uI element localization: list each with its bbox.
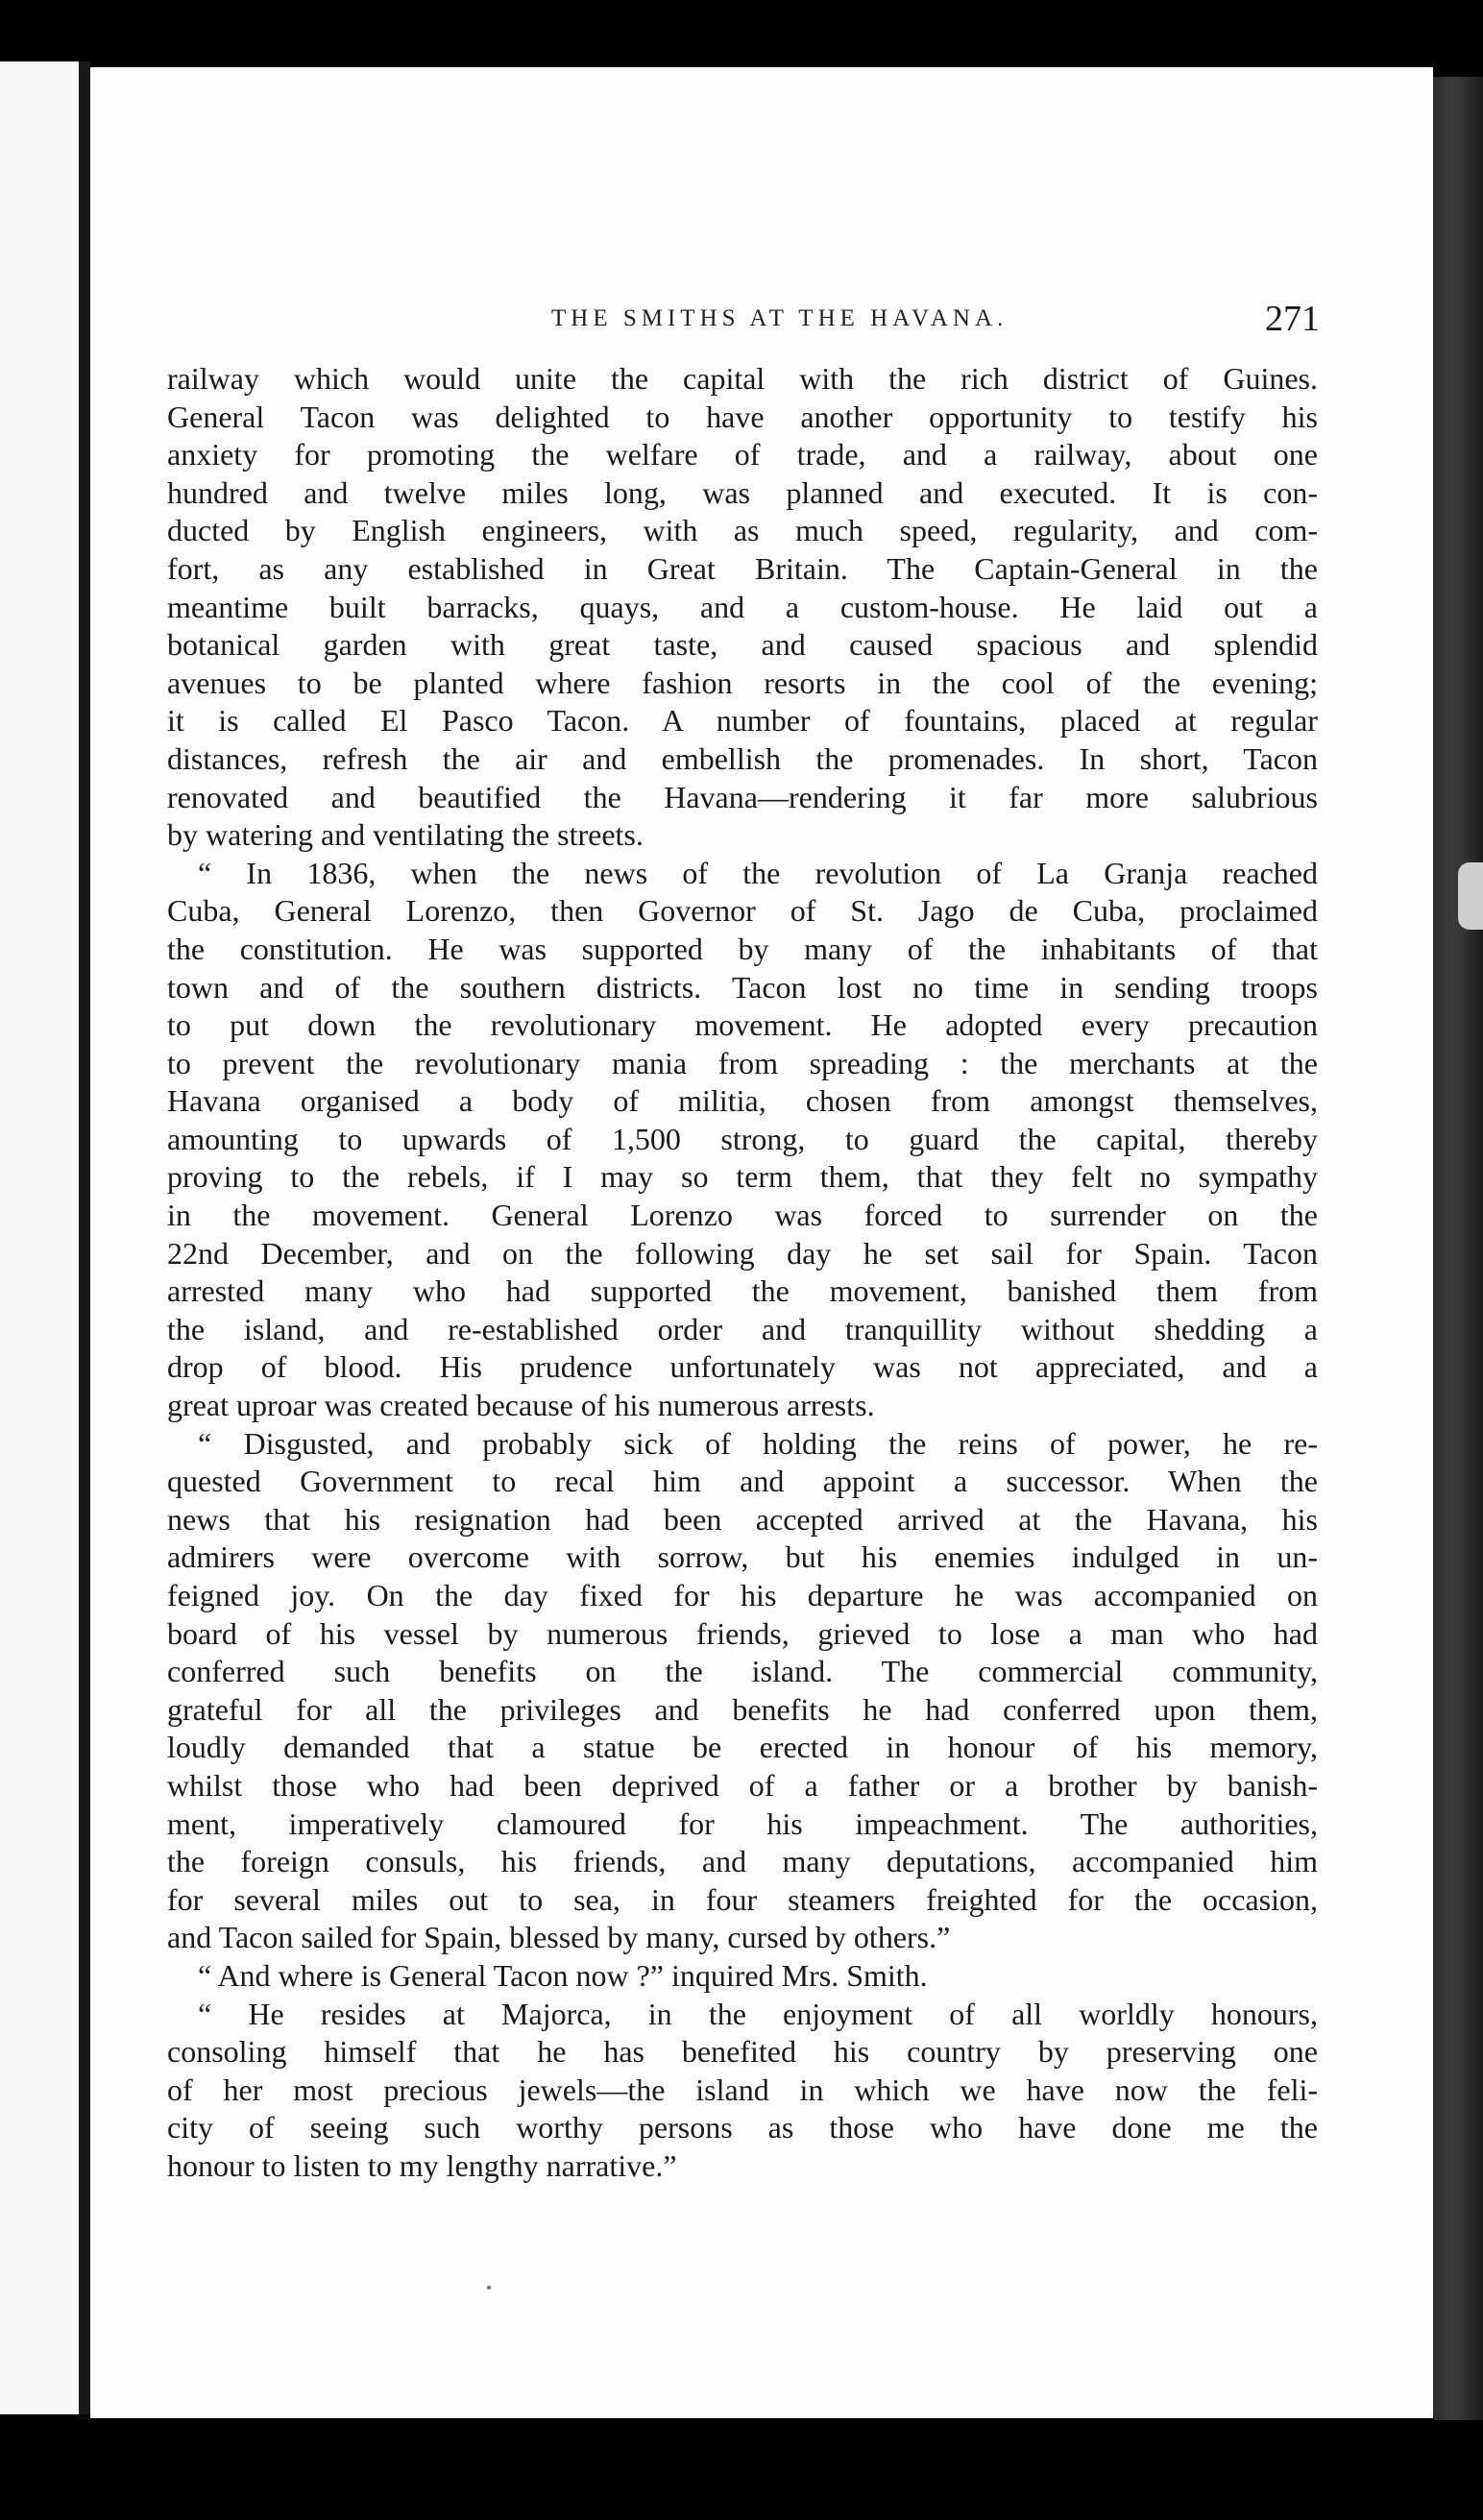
text-line: town and of the southern districts. Tacon lost no time in sending troops [167,969,1318,1005]
book-page [90,67,1433,2418]
text-line: ducted by English engineers, with as much speed, regularity, and com- [167,513,1318,548]
body-text [167,360,1318,2186]
text-line: news that his resignation had been accepted arrived at the Havana, his [167,1501,1318,1537]
page-number: 271 [1265,299,1320,339]
text-line: General Tacon was delighted to have another opportunity to testify his [167,399,1318,434]
text-line: great uproar was created because of his numerous arrests. [167,1388,875,1423]
text-line: admirers were overcome with sorrow, but his enemies indulged in un- [167,1539,1318,1575]
text-line: consoling himself that he has benefited his country by preserving one [167,2034,1318,2070]
text-line: drop of blood. His prudence unfortunately was not appreciated, and a [167,1349,1318,1385]
text-line: city of seeing such worthy persons as those who have done me the [167,2110,1318,2145]
text-line: anxiety for promoting the welfare of trade, and a railway, about one [167,437,1318,472]
text-line: avenues to be planted where fashion resorts in the cool of the evening; [167,665,1318,700]
text-line: hundred and twelve miles long, was planned and executed. It is con- [167,474,1318,510]
text-line: loudly demanded that a statue be erected in honour of his memory, [167,1730,1318,1765]
text-line: amounting to upwards of 1,500 strong, to guard the capital, thereby [167,1121,1318,1156]
text-line: honour to listen to my lengthy narrative.” [167,2147,677,2183]
text-line: proving to the rebels, if I may so term them, that they felt no sympathy [167,1159,1318,1195]
text-line: feigned joy. On the day fixed for his departure he was accompanied on [167,1578,1318,1612]
text-line: fort, as any established in Great Britain. The Captain-General in the [167,550,1318,586]
text-line: for several miles out to sea, in four steamers freighted for the occasion, [167,1881,1318,1917]
text-line: it is called El Pasco Tacon. A number of fountains, placed at regular [167,703,1318,739]
text-line: to put down the revolutionary movement. He adopted every precaution [167,1007,1318,1043]
text-line: “ Disgusted, and probably sick of holding the reins of power, he re- [198,1425,1318,1461]
text-line: renovated and beautified the Havana—rendering it far more salubrious [167,779,1318,814]
text-line: Cuba, General Lorenzo, then Governor of St. Jago de Cuba, proclaimed [167,893,1318,929]
text-line: “ And where is General Tacon now ?” inquired Mrs. Smith. [198,1957,928,1993]
page-gutter [79,61,90,2414]
text-line: ment, imperatively clamoured for his impeachment. The authorities, [167,1805,1318,1841]
text-line: in the movement. General Lorenzo was forced to surrender on the [167,1198,1318,1233]
text-line: meantime built barracks, quays, and a custom-house. He laid out a [167,589,1318,624]
text-line: botanical garden with great taste, and caused spacious and splendid [167,627,1318,663]
running-head [167,298,1320,355]
text-line: by watering and ventilating the streets. [167,817,644,853]
text-line: 22nd December, and on the following day he set sail for Spain. Tacon [167,1235,1318,1271]
text-line: conferred such benefits on the island. The commercial community, [167,1654,1318,1689]
text-line: to prevent the revolutionary mania from spreading : the merchants at the [167,1045,1318,1080]
text-line: whilst those who had been deprived of a father or a brother by banish- [167,1767,1318,1803]
text-line: the foreign consuls, his friends, and many deputations, accompanied him [167,1844,1318,1879]
running-title: THE SMITHS AT THE HAVANA. [551,305,1009,331]
text-line: distances, refresh the air and embellish the promenades. In short, Tacon [167,740,1318,776]
text-line: Havana organised a body of militia, chosen from amongst themselves, [167,1083,1318,1119]
text-line: “ In 1836, when the news of the revolution of La Granja reached [198,855,1318,890]
text-line: and Tacon sailed for Spain, blessed by many, cursed by others.” [167,1920,951,1955]
text-line: grateful for all the privileges and benefits he had conferred upon them, [167,1691,1318,1727]
book-fore-edge [1433,77,1483,2420]
text-line: the island, and re-established order and tranquillity without shedding a [167,1311,1318,1346]
ink-speck [487,2286,491,2290]
text-line: the constitution. He was supported by many of the inhabitants of that [167,931,1318,966]
text-line: railway which would unite the capital with the rich district of Guines. [167,361,1318,396]
facing-page-edge [0,61,81,2414]
text-line: board of his vessel by numerous friends, grieved to lose a man who had [167,1615,1318,1651]
text-line: arrested many who had supported the movement, banished them from [167,1273,1318,1309]
text-line: quested Government to recal him and appoint a successor. When the [167,1464,1318,1499]
text-line: of her most precious jewels—the island in which we have now the feli- [167,2072,1318,2107]
page-tab-mark [1458,862,1483,930]
text-line: “ He resides at Majorca, in the enjoyment of all worldly honours, [198,1996,1318,2031]
